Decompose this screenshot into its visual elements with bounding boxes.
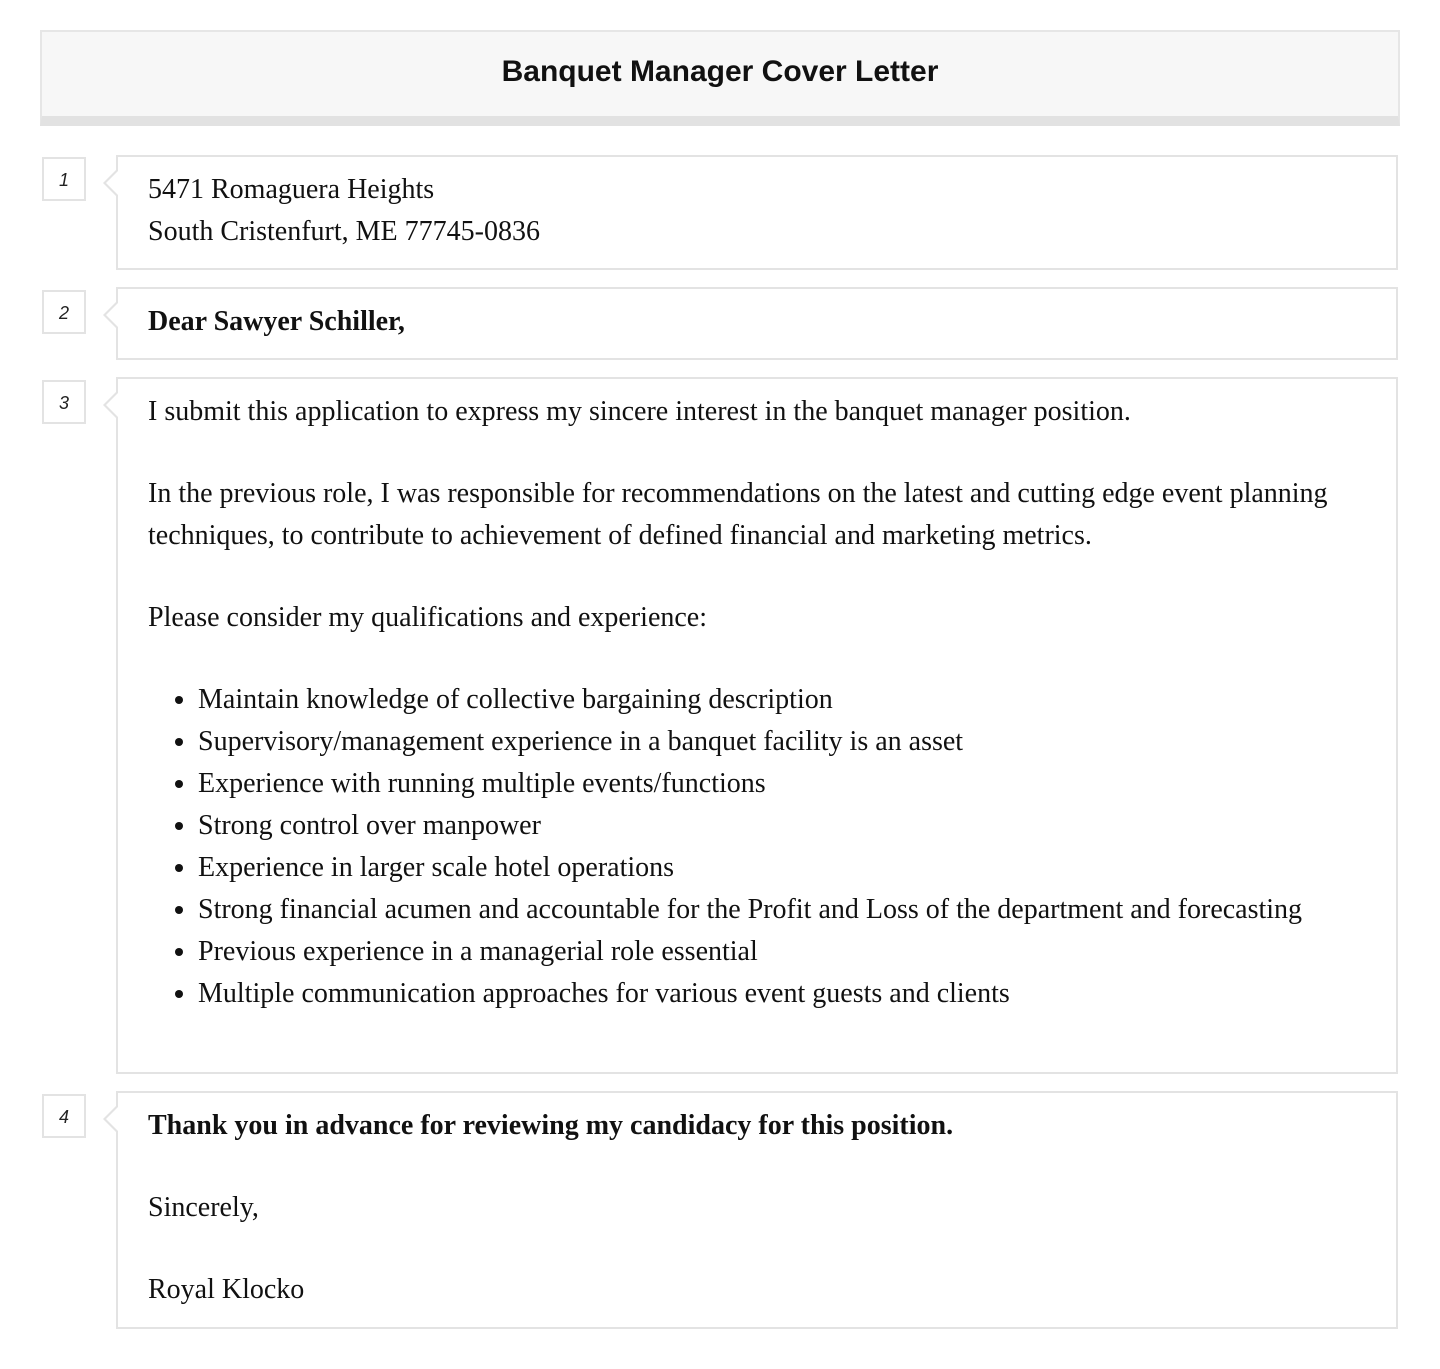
list-item: • Strong financial acumen and accountable for the Profit and Loss of the department and forecasting (198, 889, 1366, 931)
list-item: • Experience in larger scale hotel operations (198, 847, 1366, 889)
signature-name: Royal Klocko (148, 1274, 305, 1305)
qualifications-intro: Please consider my qualifications and experience: (148, 602, 708, 633)
page-title: Banquet Manager Cover Letter (501, 55, 939, 88)
list-item: • Supervisory/management experience in a banquet facility is an asset (198, 721, 1366, 763)
address-line-2: South Cristenfurt, ME 77745-0836 (148, 216, 540, 247)
intro-paragraph: I submit this application to express my sincere interest in the banquet manager position. (148, 396, 1131, 427)
section-number-1: 1 (42, 157, 86, 201)
list-item: • Experience with running multiple events/functions (198, 763, 1366, 805)
address-line-1: 5471 Romaguera Heights (148, 174, 435, 205)
signoff: Sincerely, (148, 1192, 259, 1223)
section-number-2: 2 (42, 290, 86, 334)
body-block (116, 377, 1398, 1074)
section-number-3: 3 (42, 380, 86, 424)
closing-block (116, 1091, 1398, 1329)
list-item: • Strong control over manpower (198, 805, 1366, 847)
greeting: Dear Sawyer Schiller, (148, 306, 405, 337)
qualifications-list (148, 679, 1366, 1015)
experience-paragraph: In the previous role, I was responsible for recommendations on the latest and cutting edge event planning techniques, to contribute to achievement of defined financial and marketing metrics. (148, 478, 1328, 551)
list-item: • Maintain knowledge of collective bargaining description (198, 679, 1366, 721)
letter-header (40, 30, 1400, 126)
closing-statement: Thank you in advance for reviewing my candidacy for this position. (148, 1110, 954, 1141)
list-item: • Multiple communication approaches for various event guests and clients (198, 973, 1366, 1015)
list-item: • Previous experience in a managerial role essential (198, 931, 1366, 973)
address-block (116, 155, 1398, 270)
greeting-block (116, 287, 1398, 360)
section-number-4: 4 (42, 1094, 86, 1138)
